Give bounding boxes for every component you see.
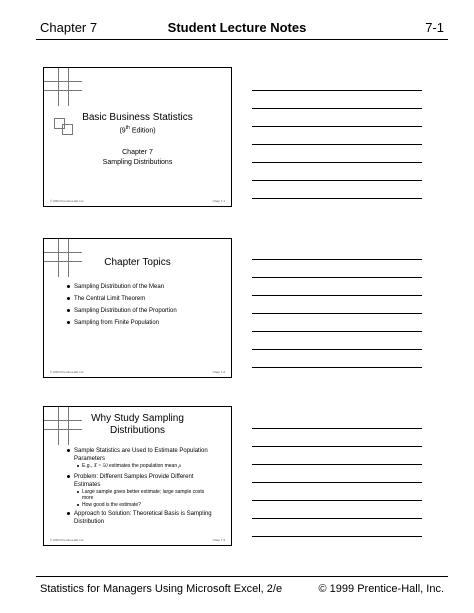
slide-1-edition: (9th Edition) bbox=[119, 125, 156, 135]
bullet-text: Problem: Different Samples Provide Different Estimates bbox=[74, 473, 194, 488]
footer-right: © 1999 Prentice-Hall, Inc. bbox=[318, 583, 444, 595]
slide-1-footer-right: Chap 7-1 bbox=[212, 199, 225, 203]
slide-2-title: Chapter Topics bbox=[104, 257, 171, 268]
header-rule bbox=[36, 39, 448, 40]
slide-2-footer-right: Chap 7-2 bbox=[212, 370, 225, 374]
slide-1-footer-left: © 2004 Prentice-Hall, Inc. bbox=[50, 199, 85, 203]
header-page-number: 7-1 bbox=[425, 20, 444, 35]
slide-3-footer-right: Chap 7-3 bbox=[212, 538, 225, 542]
slide-2-footer-left: © 2004 Prentice-Hall, Inc. bbox=[50, 370, 85, 374]
slide-1-subtitle: Sampling Distributions bbox=[102, 159, 173, 166]
list-item: Sampling Distribution of the Mean bbox=[66, 283, 226, 291]
list-item bbox=[66, 447, 216, 471]
bullet-text: Sample Statistics are Used to Estimate Population Parameters bbox=[74, 448, 208, 462]
footer-rule bbox=[36, 576, 448, 577]
slide-2 bbox=[43, 238, 232, 378]
list-item: Approach to Solution: Theoretical Basis is Sampling Distribution bbox=[66, 510, 216, 526]
slide-3-footer-left: © 2004 Prentice-Hall, Inc. bbox=[50, 538, 85, 542]
slide-decoration bbox=[44, 68, 84, 108]
slide-1 bbox=[43, 67, 232, 207]
slide-3 bbox=[43, 406, 232, 546]
sub-list-item: How good is the estimate? bbox=[76, 502, 216, 509]
list-item bbox=[66, 473, 216, 509]
slide-3-title-line-1: Why Study Sampling bbox=[91, 413, 184, 424]
mu-symbol: μ bbox=[178, 464, 182, 469]
list-item: The Central Limit Theorem bbox=[66, 295, 226, 303]
sample-mean-formula: X̄ = 50 bbox=[93, 464, 108, 469]
sub-list-item: Large sample gives better estimate; large sample costs more bbox=[76, 489, 216, 502]
slide-1-title: Basic Business Statistics bbox=[82, 112, 193, 123]
list-item: Sampling Distribution of the Proportion bbox=[66, 307, 226, 315]
header-title: Student Lecture Notes bbox=[167, 20, 307, 35]
slide-1-chapter: Chapter 7 bbox=[122, 149, 153, 156]
header-chapter: Chapter 7 bbox=[40, 20, 98, 35]
sub-list-item: E.g., X̄ = 50 estimates the population mean μ bbox=[76, 463, 216, 471]
slide-2-bullet-list bbox=[66, 283, 226, 327]
slide-3-title-line-2: Distributions bbox=[109, 425, 166, 436]
list-item: Sampling from Finite Population bbox=[66, 319, 226, 327]
footer-left: Statistics for Managers Using Microsoft Excel, 2/e bbox=[40, 583, 283, 595]
slide-3-bullet-list bbox=[66, 447, 216, 526]
